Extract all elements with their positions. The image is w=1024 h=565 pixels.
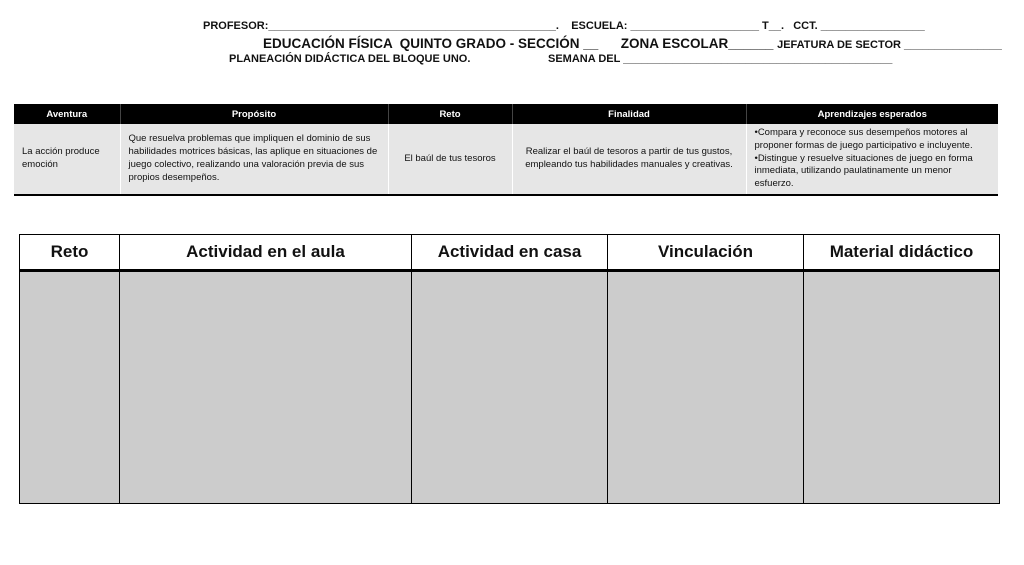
plan-cell-reto[interactable] <box>20 271 120 504</box>
cell-proposito: Que resuelva problemas que impliquen el dominio de sus habilidades motrices básicas, las aplique en situaciones de juego colectivo, realizando una valoración previa de sus propios desempeños. <box>120 124 388 195</box>
cell-finalidad: Realizar el baúl de tesoros a partir de tus gustos, empleando tus habilidades manuales y creativas. <box>512 124 746 195</box>
plan-header-reto: Reto <box>20 235 120 271</box>
header-aprendizajes: Aprendizajes esperados <box>746 104 998 124</box>
aprendizaje-item: •Compara y reconoce sus desempeños motores al proponer formas de juego participativo e incluyente. <box>754 127 973 151</box>
cell-aventura: La acción produce emoción <box>14 124 120 195</box>
summary-header-row <box>14 104 998 124</box>
plan-header-actividad-aula: Actividad en el aula <box>120 235 412 271</box>
header-aventura: Aventura <box>14 104 120 124</box>
plan-cell-vinculacion[interactable] <box>608 271 804 504</box>
header-finalidad: Finalidad <box>512 104 746 124</box>
header-line-title <box>263 36 1002 51</box>
header-proposito: Propósito <box>120 104 388 124</box>
cell-aprendizajes <box>746 124 998 195</box>
plan-body-row <box>20 271 1000 504</box>
plan-cell-material[interactable] <box>804 271 1000 504</box>
plan-header-row <box>20 235 1000 271</box>
summary-body-row <box>14 124 998 195</box>
header-title-jefatura: JEFATURA DE SECTOR ________________ <box>777 39 1002 51</box>
plan-header-material: Material didáctico <box>804 235 1000 271</box>
plan-header-actividad-casa: Actividad en casa <box>412 235 608 271</box>
plan-header-vinculacion: Vinculación <box>608 235 804 271</box>
header-reto: Reto <box>388 104 512 124</box>
cell-reto: El baúl de tus tesoros <box>388 124 512 195</box>
header-planeacion: PLANEACIÓN DIDÁCTICA DEL BLOQUE UNO. <box>229 53 471 65</box>
plan-cell-actividad-aula[interactable] <box>120 271 412 504</box>
summary-table <box>14 104 998 196</box>
header-title-main: EDUCACIÓN FÍSICA QUINTO GRADO - SECCIÓN __ ZONA ESCOLAR______ <box>263 36 778 51</box>
aprendizaje-item: •Distingue y resuelve situaciones de juego en forma inmediata, utilizando paulatinamente un menor esfuerzo. <box>754 152 973 190</box>
plan-cell-actividad-casa[interactable] <box>412 271 608 504</box>
header-semana: SEMANA DEL ____________________________________________ <box>548 53 893 65</box>
header-line-profesor: PROFESOR:_______________________________________________. ESCUELA: _____________________ T__. CCT. _________________ <box>203 20 925 32</box>
plan-table <box>19 234 1000 504</box>
